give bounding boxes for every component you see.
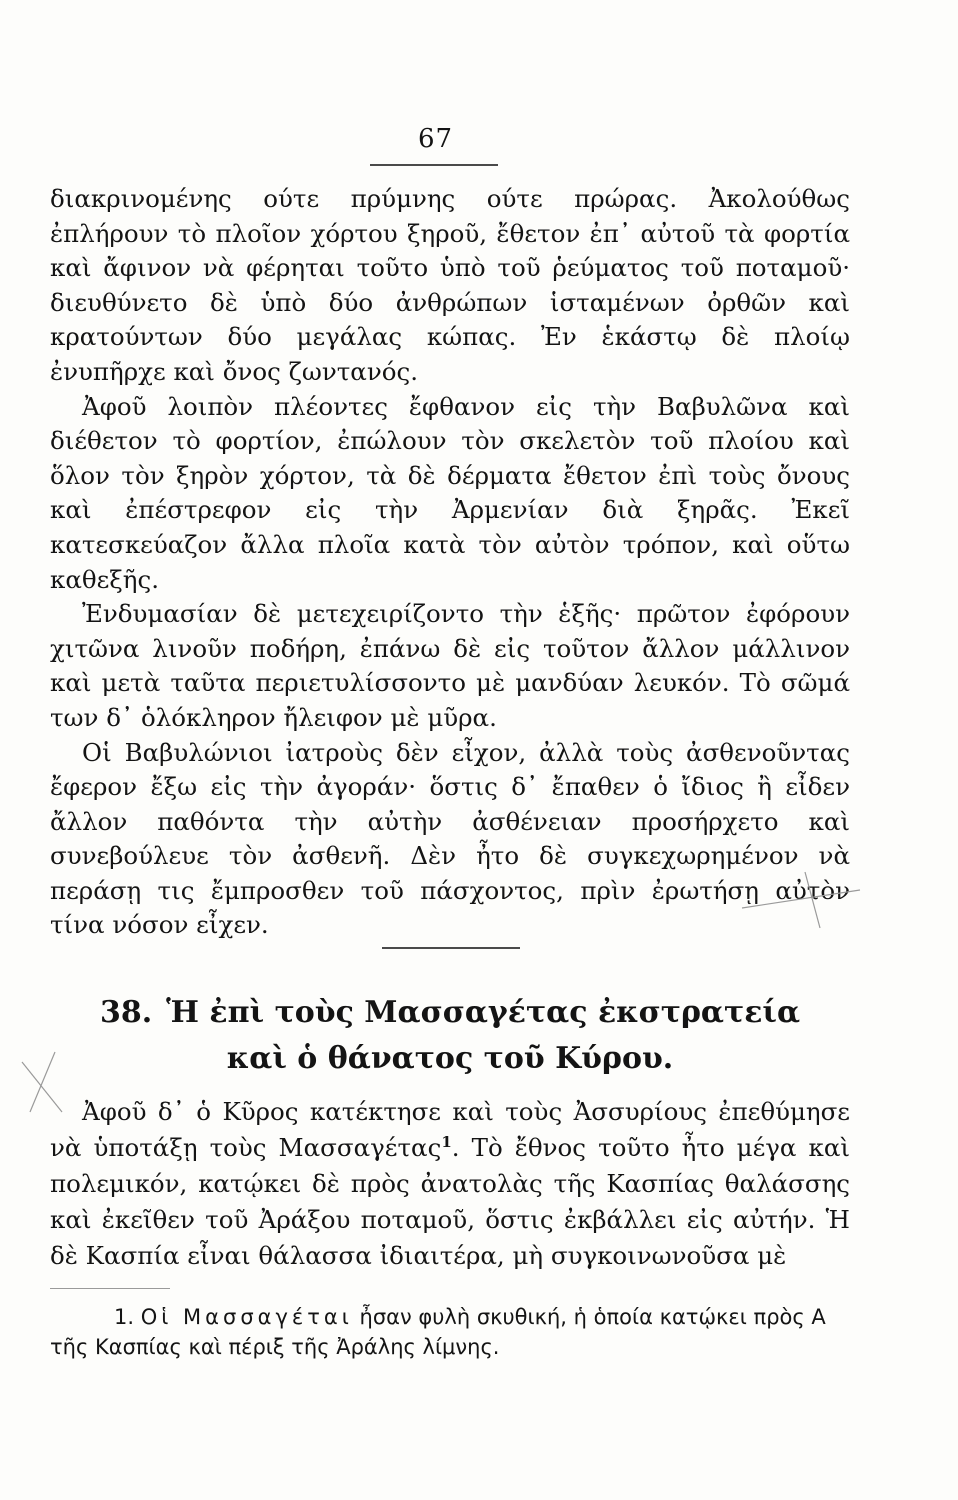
section-text-part-1: Ἀφοῦ δ᾽ ὁ Κῦρος κατέκτησε καὶ τοὺς Ἀσσυρίους ἐπεθύμησε νὰ ὑποτάξῃ τοὺς Μασσαγέτας bbox=[50, 1097, 850, 1162]
footnote-rule bbox=[50, 1288, 170, 1290]
section-title-line-2: καὶ ὁ θάνατος τοῦ Κύρου. bbox=[226, 1041, 674, 1076]
paragraph: Ἐνδυμασίαν δὲ μετεχειρίζοντο τὴν ἑξῆς· πρῶτον ἐφόρουν χιτῶνα λινοῦν ποδήρη, ἐπάνω δὲ εἰς τοῦτον ἄλλον μάλλινον καὶ μετὰ ταῦτα περιετυλίσσοντο μὲ μανδύαν λευκόν. Τὸ σῶμά των δ᾽ ὁλόκληρον ἤλειφον μὲ μῦρα. bbox=[50, 599, 850, 732]
footnote-marker: 1. bbox=[114, 1305, 135, 1329]
paragraph: Οἱ Βαβυλώνιοι ἰατροὺς δὲν εἶχον, ἀλλὰ τοὺς ἀσθενοῦντας ἔφερον ἔξω εἰς τὴν ἀγοράν· ὅστις δ᾽ ἔπαθεν ὁ ἴδιος ἢ εἶδεν ἄλλον παθόντα τὴν αὐτὴν ἀσθένειαν προσήρχετο καὶ συνεβούλευε τὸν ἀσθενῆ. Δὲν ἦτο δὲ συγκεχωρημένον νὰ περάσῃ τις ἔμπροσθεν τοῦ πάσχοντος, πρὶν ἐρωτήσῃ αὐτὸν τίνα νόσον εἶχεν. bbox=[50, 737, 850, 940]
paragraph: Ἀφοῦ λοιπὸν πλέοντες ἔφθανον εἰς τὴν Βαβυλῶνα καὶ διέθετον τὸ φορτίον, ἐπώλουν τὸν σκελετὸν τοῦ πλοίου καὶ ὅλον τὸν ξηρὸν χόρτον, τὰ δὲ δέρματα ἔθετον ἐπὶ τοὺς ὄνους καὶ ἐπέστρεφον εἰς τὴν Ἀρμενίαν διὰ ξηρᾶς. Ἐκεῖ κατεσκεύαζον ἄλλα πλοῖα κατὰ τὸν αὐτὸν τρόπον, καὶ οὕτω καθεξῆς. bbox=[50, 391, 850, 594]
paragraph: διακρινομένης ούτε πρύμνης ούτε πρώρας. Ἀκολούθως ἐπλήρουν τὸ πλοῖον χόρτου ξηροῦ, ἔθετον ἐπ᾽ αὐτοῦ τὰ φορτία καὶ ἄφινον νὰ φέρηται τοῦτο ὑπὸ τοῦ ῥεύματος τοῦ ποταμοῦ· διευθύνετο δὲ ὑπὸ δύο ἀνθρώπων ἱσταμένων ὀρθῶν καὶ κρατούντων δύο μεγάλας κώπας. Ἐν ἑκάστῳ δὲ πλοίῳ ἐνυπῆρχε καὶ ὄνος ζωντανός. bbox=[50, 184, 850, 386]
body-text bbox=[50, 182, 850, 943]
page-number-rule bbox=[370, 160, 498, 166]
page-number: 67 bbox=[418, 124, 454, 154]
paragraph bbox=[50, 1094, 850, 1274]
footnote bbox=[50, 1302, 850, 1362]
section-heading-line-1 bbox=[50, 990, 850, 1036]
section-text-part-2: . Τὸ ἔθνος τοῦτο ἦτο μέγα καὶ πολεμικόν, κατῴκει δὲ πρὸς ἀνατολὰς τῆς Κασπίας θαλάσσης καὶ ἐκεῖθεν τοῦ Ἀράξου ποταμοῦ, ὅστις ἐκβάλλει εἰς αὐτήν. Ἡ δὲ Κασπία εἶναι θάλασσα ἰδιαιτέρα, μὴ συγκοινωνοῦσα μὲ bbox=[50, 1133, 850, 1270]
section-divider bbox=[382, 943, 520, 949]
section-number: 38. bbox=[99, 995, 153, 1030]
section-text bbox=[50, 1094, 850, 1274]
section-title-line-1: Ἡ ἐπὶ τοὺς Μασσαγέτας ἐκστρατεία bbox=[166, 995, 801, 1030]
section-heading bbox=[50, 990, 850, 1082]
footnote-text: ἦσαν φυλὴ σκυθική, ἡ ὁποία κατῴκει πρὸς Α τῆς Κασπίας καὶ πέριξ τῆς Ἀράλης λίμνης. bbox=[50, 1305, 826, 1359]
footnote-reference: 1 bbox=[441, 1132, 452, 1151]
footnote-term: Οἱ Μασσαγέται bbox=[140, 1305, 353, 1329]
